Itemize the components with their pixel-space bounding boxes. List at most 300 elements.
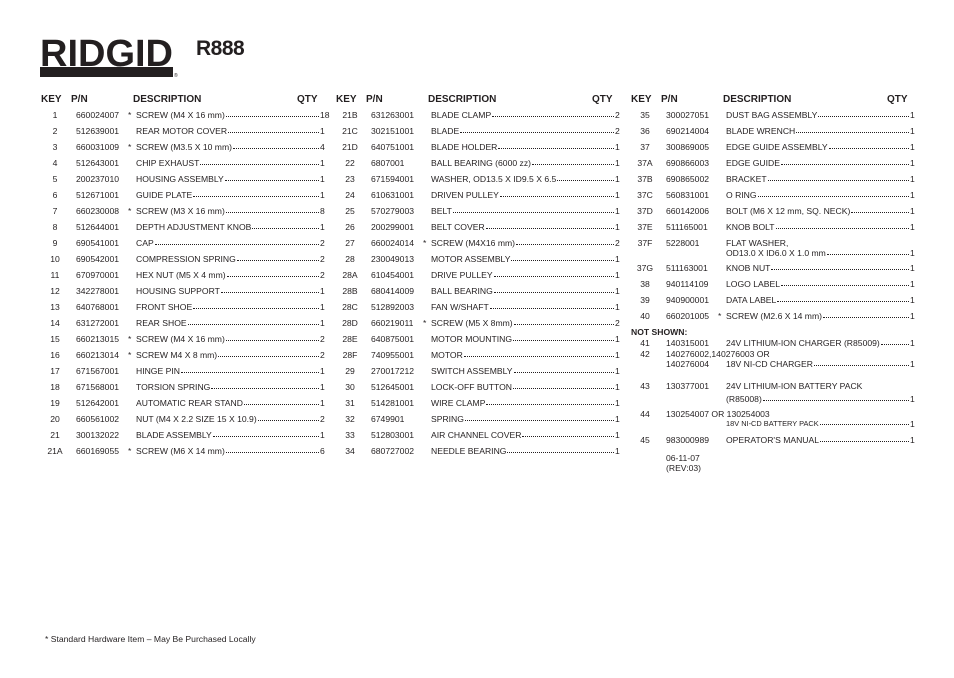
- part-number: 514281001: [371, 398, 415, 408]
- part-qty: 1: [320, 158, 325, 168]
- leader-dots: [532, 158, 614, 165]
- part-description: [136, 158, 320, 168]
- part-qty: 1: [615, 302, 620, 312]
- description-text: REAR MOTOR COVER: [136, 126, 228, 136]
- part-key: 15: [50, 334, 60, 344]
- description-text: SPRING: [431, 414, 464, 424]
- part-description: [726, 190, 910, 200]
- standard-hardware-mark: *: [718, 311, 722, 321]
- part-qty: 1: [910, 126, 915, 136]
- parts-row: [636, 158, 928, 174]
- part-key: 12: [50, 286, 60, 296]
- leader-dots: [516, 238, 614, 245]
- part-key: 21C: [342, 126, 358, 136]
- parts-row: [46, 270, 338, 286]
- part-qty: 1: [615, 286, 620, 296]
- leader-dots: [513, 334, 614, 341]
- part-description: [431, 414, 615, 424]
- description-text: DRIVEN PULLEY: [431, 190, 499, 200]
- parts-row: [46, 142, 338, 158]
- part-key: 16: [50, 350, 60, 360]
- part-number: 6749901: [371, 414, 405, 424]
- part-key: 35: [640, 110, 650, 120]
- footnote: * Standard Hardware Item – May Be Purchased Locally: [45, 634, 256, 644]
- description-text: BLADE CLAMP: [431, 110, 492, 120]
- part-description: [136, 382, 320, 392]
- part-number: 680414009: [371, 286, 415, 296]
- description-text: BALL BEARING (6000 zz): [431, 158, 531, 168]
- part-qty: 1: [320, 382, 325, 392]
- part-number: 512803001: [371, 430, 415, 440]
- part-description: [136, 238, 320, 248]
- leader-dots: [188, 318, 319, 325]
- parts-row: [341, 238, 633, 254]
- part-number: 660201005: [666, 311, 710, 321]
- parts-column-3: [631, 94, 928, 473]
- ridgid-logo-graphic: [40, 36, 178, 80]
- part-description: [726, 222, 910, 232]
- description-text: HINGE PIN: [136, 366, 180, 376]
- part-number: 660230008: [76, 206, 120, 216]
- description-text: BALL BEARING: [431, 286, 493, 296]
- leader-dots: [237, 254, 319, 261]
- leader-dots: [823, 311, 909, 318]
- parts-row: [636, 142, 928, 158]
- part-number: 640768001: [76, 302, 120, 312]
- part-number: 690541001: [76, 238, 120, 248]
- part-description: [136, 286, 320, 296]
- parts-row: [636, 279, 928, 295]
- part-description: [136, 190, 320, 200]
- description-text: SCREW (M4 X 16 mm): [136, 110, 225, 120]
- part-key: 29: [345, 366, 355, 376]
- part-number: 230049013: [371, 254, 415, 264]
- part-number: 940114109: [666, 279, 709, 289]
- parts-row: [341, 446, 633, 462]
- description-text: SCREW (M2.6 X 14 mm): [726, 311, 822, 321]
- part-number: 512643001: [76, 158, 120, 168]
- description-text: DEPTH ADJUSTMENT KNOB: [136, 222, 252, 232]
- parts-row: [341, 158, 633, 174]
- parts-row: [636, 222, 928, 238]
- part-key: 43: [640, 381, 650, 391]
- description-text: BELT: [431, 206, 452, 216]
- part-number: 140315001: [666, 338, 710, 348]
- description-text: SCREW (M4 X 16 mm): [136, 334, 225, 344]
- ridgid-logo: [40, 36, 178, 80]
- part-key: 4: [52, 158, 58, 168]
- leader-dots: [465, 414, 614, 421]
- part-number: 200237010: [76, 174, 120, 184]
- leader-dots: [221, 286, 319, 293]
- part-qty: 2: [320, 254, 325, 264]
- description-text: 18V NI-CD BATTERY PACK: [726, 419, 819, 428]
- part-description: [136, 254, 320, 264]
- standard-hardware-mark: *: [128, 142, 132, 152]
- pn-header: P/N: [661, 94, 678, 105]
- part-number: 690865002: [666, 174, 710, 184]
- leader-dots: [244, 398, 319, 405]
- part-key: 11: [50, 270, 60, 280]
- part-number: 660142006: [666, 206, 710, 216]
- part-number: 680727002: [371, 446, 415, 456]
- parts-row-45: [636, 435, 928, 453]
- description-text: SCREW (M3.5 X 10 mm): [136, 142, 232, 152]
- part-number: 660024014: [371, 238, 415, 248]
- leader-dots: [758, 190, 909, 197]
- part-description: [431, 446, 615, 456]
- parts-row: [341, 254, 633, 270]
- part-number-alternates: 130254007 OR 130254003: [666, 409, 770, 419]
- part-key: 24: [345, 190, 355, 200]
- part-number: 512645001: [371, 382, 415, 392]
- part-description: [136, 206, 320, 216]
- part-key: 7: [52, 206, 58, 216]
- description-text: (R85008): [726, 394, 762, 404]
- parts-row: [341, 174, 633, 190]
- standard-hardware-mark: *: [128, 446, 132, 456]
- part-number: 690866003: [666, 158, 710, 168]
- standard-hardware-mark: *: [128, 110, 132, 120]
- part-key: 20: [50, 414, 60, 424]
- leader-dots: [213, 430, 319, 437]
- part-qty: 2: [320, 350, 325, 360]
- part-key: 28E: [342, 334, 358, 344]
- leader-dots: [193, 302, 319, 309]
- part-qty: 2: [615, 110, 620, 120]
- part-key: 28F: [342, 350, 358, 360]
- part-key: 38: [640, 279, 650, 289]
- leader-dots: [233, 142, 319, 149]
- parts-row: [341, 430, 633, 446]
- leader-dots: [492, 110, 614, 117]
- part-description: [431, 366, 615, 376]
- part-qty: 1: [320, 318, 325, 328]
- description-text: KNOB NUT: [726, 263, 771, 273]
- leader-dots: [193, 190, 319, 197]
- part-qty: 1: [320, 398, 325, 408]
- parts-column-2: [336, 94, 633, 462]
- part-qty: 1: [910, 394, 915, 404]
- description-text: BLADE HOLDER: [431, 142, 498, 152]
- part-number: 512671001: [76, 190, 120, 200]
- part-description-line-1: 24V LITHIUM-ION BATTERY PACK: [726, 381, 863, 391]
- part-number: 512892003: [371, 302, 415, 312]
- part-description: [136, 366, 320, 376]
- leader-dots: [500, 190, 614, 197]
- part-number: 690214004: [666, 126, 710, 136]
- parts-row: [341, 270, 633, 286]
- part-description: [726, 174, 910, 184]
- part-key: 44: [640, 409, 650, 419]
- parts-row: [46, 238, 338, 254]
- part-qty: 1: [910, 279, 915, 289]
- part-description: [726, 206, 910, 216]
- leader-dots: [557, 174, 614, 181]
- part-qty: 1: [615, 366, 620, 376]
- part-number: 130377001: [666, 381, 710, 391]
- part-qty: 18: [320, 110, 330, 120]
- description-text: FRONT SHOE: [136, 302, 193, 312]
- key-header: KEY: [336, 94, 357, 105]
- parts-row: [46, 190, 338, 206]
- part-description: [726, 158, 910, 168]
- description-text: EDGE GUIDE: [726, 158, 780, 168]
- part-qty: 1: [615, 158, 620, 168]
- description-header: DESCRIPTION: [723, 94, 792, 105]
- part-key: 28A: [342, 270, 358, 280]
- leader-dots: [827, 248, 909, 255]
- part-qty: 1: [910, 110, 915, 120]
- leader-dots: [494, 270, 614, 277]
- description-text: REAR SHOE: [136, 318, 187, 328]
- parts-row: [341, 334, 633, 350]
- description-header: DESCRIPTION: [428, 94, 497, 105]
- description-text: GUIDE PLATE: [136, 190, 193, 200]
- part-key: 18: [50, 382, 60, 392]
- parts-row: [46, 174, 338, 190]
- description-text: WIRE CLAMP: [431, 398, 486, 408]
- part-number: 302151001: [371, 126, 415, 136]
- part-key: 34: [345, 446, 355, 456]
- part-description: [136, 334, 320, 344]
- description-text: FAN W/SHAFT: [431, 302, 489, 312]
- not-shown-heading: [631, 327, 928, 338]
- standard-hardware-mark: *: [128, 334, 132, 344]
- qty-header: QTY: [887, 94, 908, 105]
- part-qty: 1: [910, 359, 915, 369]
- parts-row: [46, 414, 338, 430]
- part-key: 39: [640, 295, 650, 305]
- part-description: [431, 110, 615, 120]
- revision-date: 06-11-07: [666, 453, 700, 463]
- description-text: TORSION SPRING: [136, 382, 211, 392]
- part-description: [431, 126, 615, 136]
- part-key: 26: [345, 222, 355, 232]
- description-text: O RING: [726, 190, 757, 200]
- description-text: 18V NI-CD CHARGER: [726, 359, 813, 369]
- parts-row: [46, 158, 338, 174]
- part-qty: 1: [615, 430, 620, 440]
- part-qty: 1: [320, 286, 325, 296]
- part-description: [136, 142, 320, 152]
- part-qty: 1: [615, 190, 620, 200]
- description-text: WASHER, OD13.5 X ID9.5 X 6.5: [431, 174, 557, 184]
- description-text: KNOB BOLT: [726, 222, 775, 232]
- part-key: 37F: [637, 238, 653, 248]
- parts-row: [46, 110, 338, 126]
- part-qty: 1: [910, 158, 915, 168]
- part-description: [136, 318, 320, 328]
- leader-dots: [814, 359, 909, 366]
- parts-row: [341, 398, 633, 414]
- part-number: 200299001: [371, 222, 415, 232]
- leader-dots: [226, 206, 319, 213]
- part-qty: 1: [320, 366, 325, 376]
- part-key: 42: [640, 349, 650, 359]
- parts-row: [341, 142, 633, 158]
- parts-row: [341, 222, 633, 238]
- part-number: 5228001: [666, 238, 700, 248]
- part-qty: 1: [910, 311, 915, 321]
- parts-row: [341, 382, 633, 398]
- part-qty: 2: [615, 238, 620, 248]
- leader-dots: [851, 206, 909, 213]
- leader-dots: [829, 142, 909, 149]
- leader-dots: [771, 263, 909, 270]
- part-qty: 1: [910, 174, 915, 184]
- description-text: COMPRESSION SPRING: [136, 254, 236, 264]
- parts-row: [46, 334, 338, 350]
- description-text: BLADE ASSEMBLY: [136, 430, 212, 440]
- description-text: HOUSING SUPPORT: [136, 286, 220, 296]
- part-description: [431, 430, 615, 440]
- part-qty: 1: [615, 142, 620, 152]
- pn-header: P/N: [71, 94, 88, 105]
- part-description: [726, 263, 910, 273]
- part-description: [726, 419, 910, 428]
- parts-row: [636, 190, 928, 206]
- part-number: 512644001: [76, 222, 120, 232]
- part-number: 660213015: [76, 334, 120, 344]
- description-text: BLADE WRENCH: [726, 126, 796, 136]
- parts-row: [46, 430, 338, 446]
- part-number: 300027051: [666, 110, 710, 120]
- part-number: 631272001: [76, 318, 120, 328]
- description-text: SCREW (M6 X 14 mm): [136, 446, 225, 456]
- leader-dots: [796, 126, 909, 133]
- leader-dots: [227, 270, 319, 277]
- parts-row: [636, 295, 928, 311]
- part-qty: 2: [320, 334, 325, 344]
- parts-row: [46, 254, 338, 270]
- part-description: [431, 398, 615, 408]
- part-qty: 1: [615, 350, 620, 360]
- parts-row: [636, 311, 928, 327]
- leader-dots: [494, 286, 614, 293]
- parts-row: [341, 318, 633, 334]
- parts-row: [46, 366, 338, 382]
- part-qty: 1: [615, 382, 620, 392]
- description-text: OPERATOR'S MANUAL: [726, 435, 820, 445]
- part-qty: 1: [320, 302, 325, 312]
- part-description: [726, 295, 910, 305]
- part-qty: 1: [615, 254, 620, 264]
- part-number: 983000989: [666, 435, 710, 445]
- part-number: 660024007: [76, 110, 120, 120]
- part-key: 6: [52, 190, 58, 200]
- leader-dots: [507, 446, 614, 453]
- parts-row: [46, 126, 338, 142]
- part-description: [726, 359, 910, 369]
- description-text: CHIP EXHAUST: [136, 158, 200, 168]
- part-description: [431, 334, 615, 344]
- part-key: 25: [345, 206, 355, 216]
- part-key: 2: [52, 126, 58, 136]
- part-qty: 1: [615, 222, 620, 232]
- parts-row-43: [636, 381, 928, 409]
- part-description: [136, 110, 320, 120]
- part-key: 21A: [47, 446, 63, 456]
- part-number: 570279003: [371, 206, 415, 216]
- parts-row: [341, 206, 633, 222]
- part-qty: 1: [320, 174, 325, 184]
- leader-dots: [464, 350, 614, 357]
- parts-row: [46, 286, 338, 302]
- leader-dots: [228, 126, 319, 133]
- leader-dots: [490, 302, 614, 309]
- part-qty: 1: [615, 174, 620, 184]
- part-qty: 6: [320, 446, 325, 456]
- leader-dots: [498, 142, 614, 149]
- description-text: 24V LITHIUM-ION CHARGER (R85009): [726, 338, 880, 348]
- parts-row: [46, 350, 338, 366]
- parts-row: [341, 190, 633, 206]
- description-text: MOTOR: [431, 350, 463, 360]
- leader-dots: [453, 206, 614, 213]
- part-description: [136, 350, 320, 360]
- part-description: [431, 382, 615, 392]
- part-qty: 1: [320, 126, 325, 136]
- part-qty: 1: [320, 222, 325, 232]
- leader-dots: [460, 126, 614, 133]
- part-key: 28B: [342, 286, 358, 296]
- part-number: 512639001: [76, 126, 120, 136]
- parts-row: [46, 446, 338, 462]
- parts-row-41: [636, 338, 928, 349]
- part-qty: 1: [615, 206, 620, 216]
- part-description: [431, 270, 615, 280]
- part-key: 28: [345, 254, 355, 264]
- parts-row-42: [636, 349, 928, 381]
- part-description: [431, 350, 615, 360]
- description-text: AUTOMATIC REAR STAND: [136, 398, 243, 408]
- part-number: 511163001: [666, 263, 708, 273]
- leader-dots: [763, 394, 909, 401]
- part-number: 300132022: [76, 430, 120, 440]
- part-key: 37: [640, 142, 650, 152]
- parts-row: [341, 350, 633, 366]
- part-number: 940900001: [666, 295, 710, 305]
- part-description: [431, 142, 615, 152]
- part-qty: 2: [320, 238, 325, 248]
- leader-dots: [226, 110, 319, 117]
- description-text: DRIVE PULLEY: [431, 270, 493, 280]
- model-number: R888: [196, 37, 245, 60]
- part-description: [726, 110, 910, 120]
- parts-row-44: [636, 409, 928, 435]
- part-qty: 1: [910, 295, 915, 305]
- part-qty: 1: [615, 334, 620, 344]
- part-number: 690542001: [76, 254, 120, 264]
- leader-dots: [781, 279, 909, 286]
- part-qty: 2: [615, 318, 620, 328]
- part-number: 640875001: [371, 334, 415, 344]
- standard-hardware-mark: *: [423, 318, 427, 328]
- part-qty: 1: [615, 446, 620, 456]
- leader-dots: [820, 419, 909, 425]
- part-key: 37C: [637, 190, 653, 200]
- part-description: [431, 190, 615, 200]
- leader-dots: [225, 174, 319, 181]
- part-description: [136, 414, 320, 424]
- leader-dots: [781, 158, 909, 165]
- part-description-line-1: FLAT WASHER,: [726, 238, 789, 248]
- part-key: 22: [345, 158, 355, 168]
- part-description: [431, 254, 615, 264]
- part-description: [726, 435, 910, 445]
- revision-info: [636, 453, 928, 473]
